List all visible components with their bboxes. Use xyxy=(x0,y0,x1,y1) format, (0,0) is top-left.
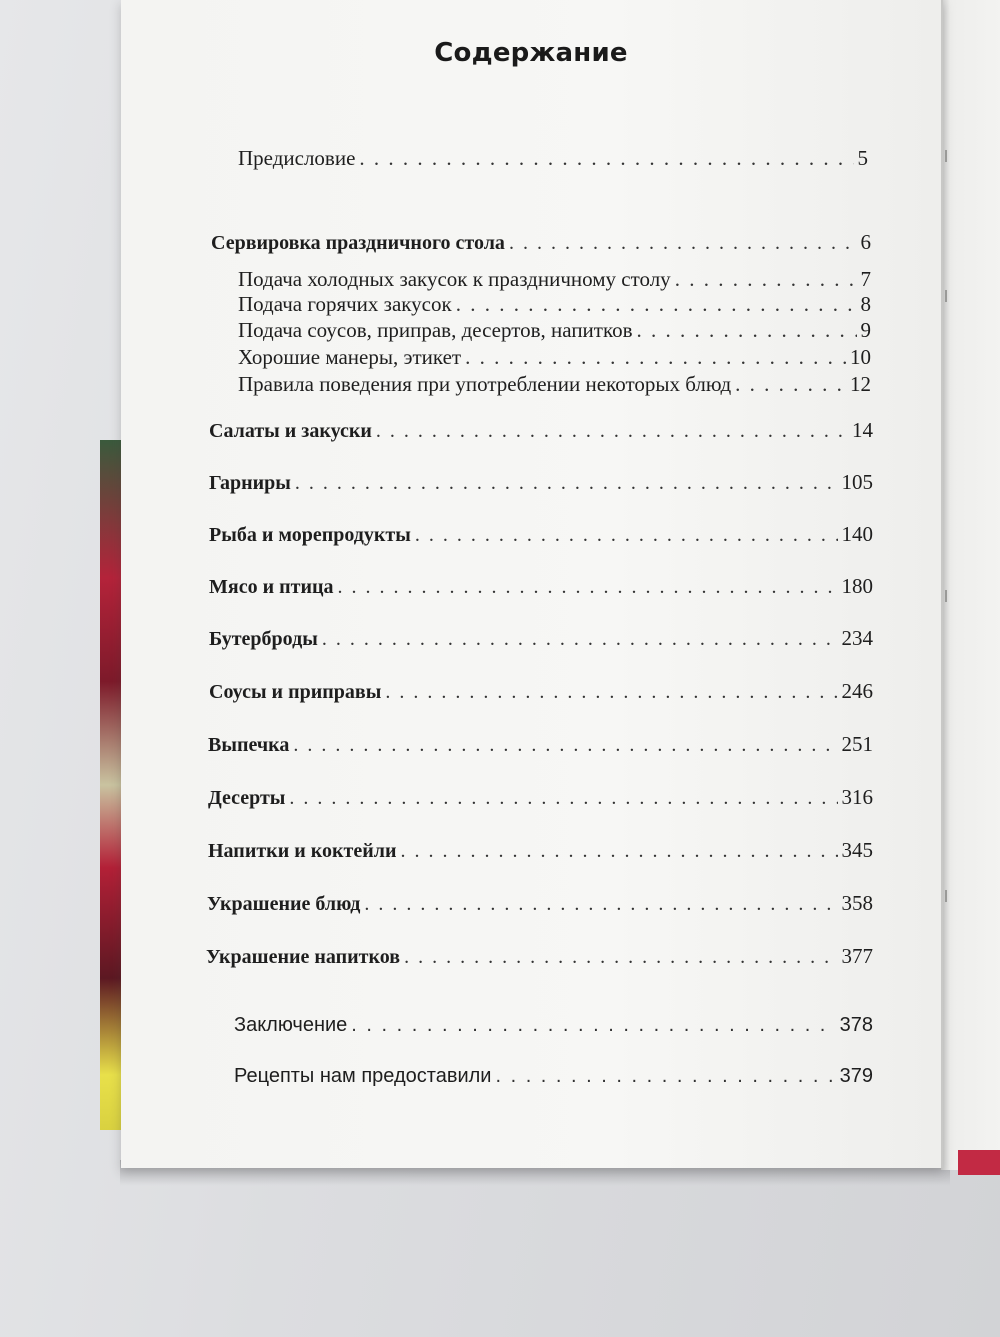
toc-entry-label: Украшение напитков xyxy=(206,946,401,968)
toc-entry-label: Предисловие xyxy=(238,146,356,170)
facing-page-edge xyxy=(940,0,1000,1170)
toc-entry-page: 234 xyxy=(841,626,873,650)
binding-stitch xyxy=(945,290,947,302)
toc-entry-label: Правила поведения при употреблении некоторых блюд xyxy=(238,372,732,396)
toc-section-entry xyxy=(211,230,871,255)
toc-entry-page: 7 xyxy=(860,267,871,291)
toc-entry-page: 345 xyxy=(841,838,873,862)
toc-entry-page: 180 xyxy=(841,574,873,598)
toc-entry-label: Десерты xyxy=(208,787,286,809)
dot-leader xyxy=(376,420,848,443)
toc-entry-page: 5 xyxy=(857,146,868,170)
dot-leader xyxy=(465,345,846,370)
dot-leader xyxy=(293,734,837,757)
toc-section-entry xyxy=(208,785,873,810)
dot-leader xyxy=(456,292,857,317)
dot-leader xyxy=(637,318,857,343)
toc-entry-label: Подача горячих закусок xyxy=(238,292,452,316)
dot-leader xyxy=(675,267,857,292)
toc-entry-label: Выпечка xyxy=(208,734,290,756)
dot-leader xyxy=(289,787,837,810)
dot-leader xyxy=(351,1014,835,1037)
dot-leader xyxy=(359,146,853,171)
toc-section-entry xyxy=(209,574,873,599)
toc-entry-label: Подача холодных закусок к праздничному столу xyxy=(238,267,671,291)
toc-entry-page: 12 xyxy=(850,372,871,396)
toc-entry-page: 377 xyxy=(841,944,873,968)
dot-leader xyxy=(495,1065,835,1088)
toc-section-entry xyxy=(208,732,873,757)
toc-entry-label: Рыба и морепродукты xyxy=(209,524,411,546)
book-page xyxy=(121,0,943,1168)
toc-entry xyxy=(238,146,868,171)
toc-entry-label: Салаты и закуски xyxy=(209,420,372,442)
toc-entry-page: 140 xyxy=(841,522,873,546)
toc-subentry xyxy=(238,372,871,397)
toc-section-entry xyxy=(209,626,873,651)
toc-section-entry xyxy=(207,891,873,916)
binding-stitch xyxy=(945,150,947,162)
toc-subentry xyxy=(238,267,871,292)
toc-entry-page: 358 xyxy=(841,891,873,915)
toc-section-entry xyxy=(209,418,873,443)
toc-entry-page: 6 xyxy=(860,230,871,254)
dot-leader xyxy=(295,472,838,495)
toc-section-entry xyxy=(209,522,873,547)
toc-entry-label: Напитки и коктейли xyxy=(208,840,397,862)
dot-leader xyxy=(364,893,837,916)
toc-subentry xyxy=(238,318,871,343)
toc-entry-page: 14 xyxy=(852,418,873,442)
toc-entry-label: Сервировка праздничного стола xyxy=(211,232,505,254)
page-title: Содержание xyxy=(434,38,628,68)
toc-entry-label: Украшение блюд xyxy=(207,893,361,915)
binding-stitch xyxy=(945,590,947,602)
toc-entry-page: 378 xyxy=(839,1014,873,1036)
toc-entry-label: Соусы и приправы xyxy=(209,681,382,703)
bookmark-ribbon xyxy=(958,1150,1000,1175)
dot-leader xyxy=(404,946,837,969)
toc-entry-label: Мясо и птица xyxy=(209,576,334,598)
toc-entry-page: 251 xyxy=(841,732,873,756)
toc-subentry xyxy=(238,292,871,317)
toc-entry-label: Хорошие манеры, этикет xyxy=(238,345,462,369)
toc-section-entry xyxy=(206,944,873,969)
toc-section-entry xyxy=(208,838,873,863)
toc-section-entry xyxy=(209,470,873,495)
dot-leader xyxy=(338,576,838,599)
toc-entry-page: 316 xyxy=(841,785,873,809)
toc-entry-page: 246 xyxy=(841,679,873,703)
toc-entry-page: 10 xyxy=(850,345,871,369)
toc-subentry xyxy=(238,345,871,370)
dot-leader xyxy=(509,232,857,255)
dot-leader xyxy=(322,628,838,651)
toc-entry xyxy=(234,1014,873,1037)
toc-entry-label: Заключение xyxy=(234,1014,348,1036)
binding-stitch xyxy=(945,890,947,902)
toc-entry-label: Гарниры xyxy=(209,472,291,494)
dot-leader xyxy=(415,524,838,547)
toc-entry-label: Бутерброды xyxy=(209,628,318,650)
dot-leader xyxy=(735,372,846,397)
dot-leader xyxy=(401,840,838,863)
toc-entry-label: Рецепты нам предоставили xyxy=(234,1065,492,1087)
dot-leader xyxy=(385,681,837,704)
toc-entry-page: 9 xyxy=(860,318,871,342)
toc-entry-page: 105 xyxy=(841,470,873,494)
toc-section-entry xyxy=(209,679,873,704)
toc-entry xyxy=(234,1065,873,1088)
toc-entry-page: 379 xyxy=(839,1065,873,1087)
toc-entry-page: 8 xyxy=(860,292,871,316)
toc-entry-label: Подача соусов, приправ, десертов, напитков xyxy=(238,318,633,342)
